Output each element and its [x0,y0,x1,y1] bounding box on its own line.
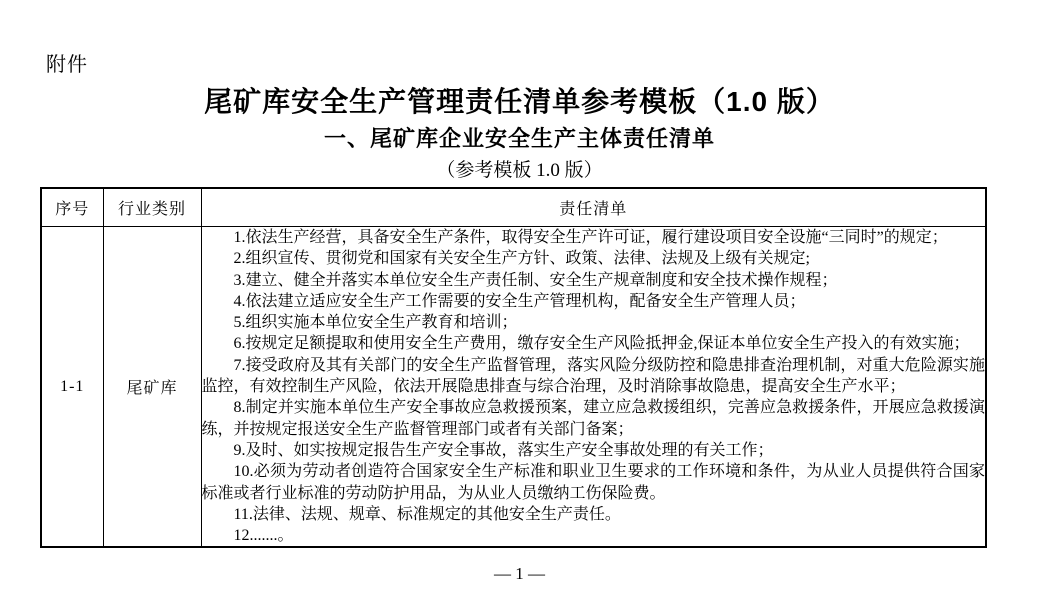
column-header-serial: 序号 [41,188,103,227]
responsibility-table [40,187,987,548]
serial-number-cell: 1-1 [41,227,103,548]
responsibility-item: 5.组织实施本单位安全生产教育和培训； [233,314,518,332]
page-number: — 1 — [494,564,545,583]
version-note: （参考模板 1.0 版） [436,160,603,181]
responsibility-item: 9.及时、如实按规定报告生产安全事故，落实生产安全事故处理的有关工作； [233,441,774,459]
responsibility-item: 8.制定并实施本单位生产安全事故应急救援预案，建立应急救援组织，完善应急救援条件，开展应急救援演练，并按规定报送安全生产监督管理部门或者有关部门备案； [201,399,985,438]
attachment-label: 附件 [46,54,88,76]
industry-category-cell: 尾矿库 [103,227,201,548]
responsibility-item: 2.组织宣传、贯彻党和国家有关安全生产方针、政策、法律、法规及上级有关规定; [233,250,810,268]
responsibility-item: 3.建立、健全并落实本单位安全生产责任制、安全生产规章制度和安全技术操作规程； [233,271,838,289]
document-title: 尾矿库安全生产管理责任清单参考模板（1.0 版） [204,86,835,117]
table-header-row [41,188,986,227]
column-header-responsibility: 责任清单 [201,188,986,227]
responsibility-item: 6.按规定足额提取和使用安全生产费用，缴存安全生产风险抵押金,保证本单位安全生产投入的有效实施； [233,335,970,353]
section-title: 一、尾矿库企业安全生产主体责任清单 [323,126,715,151]
responsibility-item: 7.接受政府及其有关部门的安全生产监督管理，落实风险分级防控和隐患排查治理机制，对重大危险源实施监控，有效控制生产风险，依法开展隐患排查与综合治理，及时消除事故隐患，提高安全生产水平； [201,356,985,396]
responsibility-item: 4.依法建立适应安全生产工作需要的安全生产管理机构，配备安全生产管理人员； [233,292,806,310]
table-row [41,227,986,548]
responsibility-item: 12.......。 [233,527,294,545]
responsibility-item: 1.依法生产经营，具备安全生产条件，取得安全生产许可证，履行建设项目安全设施“三同时”的规定； [233,229,948,246]
responsibility-list-cell [201,227,986,548]
responsibility-item: 10.必须为劳动者创造符合国家安全生产标准和职业卫生要求的工作环境和条件，为从业人员提供符合国家标准或者行业标准的劳动防护用品，为从业人员缴纳工伤保险费。 [201,463,985,502]
responsibility-item: 11.法律、法规、规章、标准规定的其他安全生产责任。 [233,505,621,523]
column-header-industry: 行业类别 [103,188,201,227]
